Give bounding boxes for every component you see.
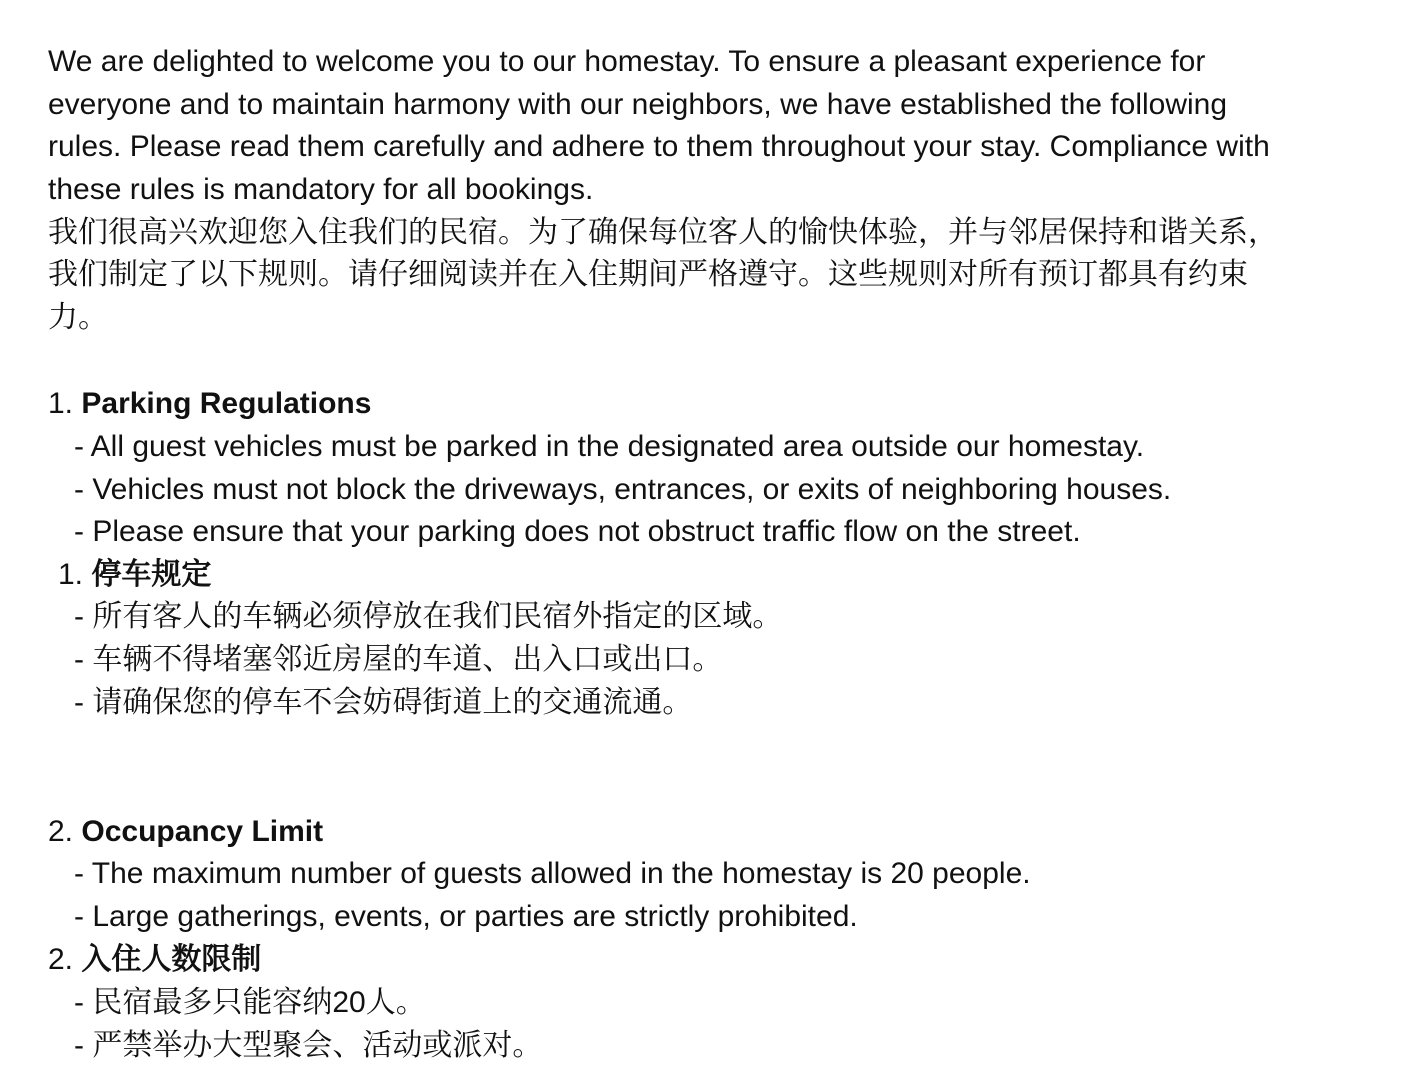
intro-en-line: We are delighted to welcome you to our homestay. To ensure a pleasant experience for bbox=[48, 45, 1206, 78]
section-number: 2. bbox=[48, 815, 74, 848]
section-number: 2. bbox=[48, 943, 74, 976]
section-number: 1. bbox=[58, 558, 84, 591]
intro-cn-line: 我们很高兴欢迎您入住我们的民宿。为了确保每位客人的愉快体验，并与邻居保持和谐关系， bbox=[48, 216, 1278, 249]
rule-item-cn: - 所有客人的车辆必须停放在我们民宿外指定的区域。 bbox=[74, 600, 783, 633]
section-heading-en bbox=[48, 812, 323, 852]
rule-item-en: - Please ensure that your parking does not obstruct traffic flow on the street. bbox=[74, 515, 1081, 548]
section-heading-en bbox=[48, 384, 371, 424]
intro-cn-line: 力。 bbox=[48, 301, 108, 334]
rule-item-en: - The maximum number of guests allowed in the homestay is 20 people. bbox=[74, 857, 1031, 890]
intro-en-line: rules. Please read them carefully and adhere to them throughout your stay. Compliance with bbox=[48, 130, 1270, 163]
section-heading-cn bbox=[48, 940, 261, 980]
rule-item-cn: - 严禁举办大型聚会、活动或派对。 bbox=[74, 1029, 543, 1062]
section-title-cn: 入住人数限制 bbox=[81, 943, 262, 976]
section-title-en: Occupancy Limit bbox=[81, 815, 324, 848]
section-title-cn: 停车规定 bbox=[91, 558, 212, 591]
section-title-en: Parking Regulations bbox=[81, 387, 372, 420]
rule-item-cn: - 民宿最多只能容纳20人。 bbox=[74, 986, 426, 1019]
rule-item-en: - Large gatherings, events, or parties are strictly prohibited. bbox=[74, 900, 858, 933]
rule-item-cn: - 车辆不得堵塞邻近房屋的车道、出入口或出口。 bbox=[74, 643, 723, 676]
intro-en-line: these rules is mandatory for all bookings. bbox=[48, 173, 594, 206]
section-number: 1. bbox=[48, 387, 74, 420]
intro-en-line: everyone and to maintain harmony with our neighbors, we have established the following bbox=[48, 88, 1228, 121]
intro-cn-line: 我们制定了以下规则。请仔细阅读并在入住期间严格遵守。这些规则对所有预订都具有约束 bbox=[48, 258, 1248, 291]
rule-item-en: - All guest vehicles must be parked in the designated area outside our homestay. bbox=[74, 430, 1145, 463]
section-heading-cn bbox=[58, 555, 211, 595]
rule-item-cn: - 请确保您的停车不会妨碍街道上的交通流通。 bbox=[74, 686, 693, 719]
rule-item-en: - Vehicles must not block the driveways, entrances, or exits of neighboring houses. bbox=[74, 473, 1172, 506]
